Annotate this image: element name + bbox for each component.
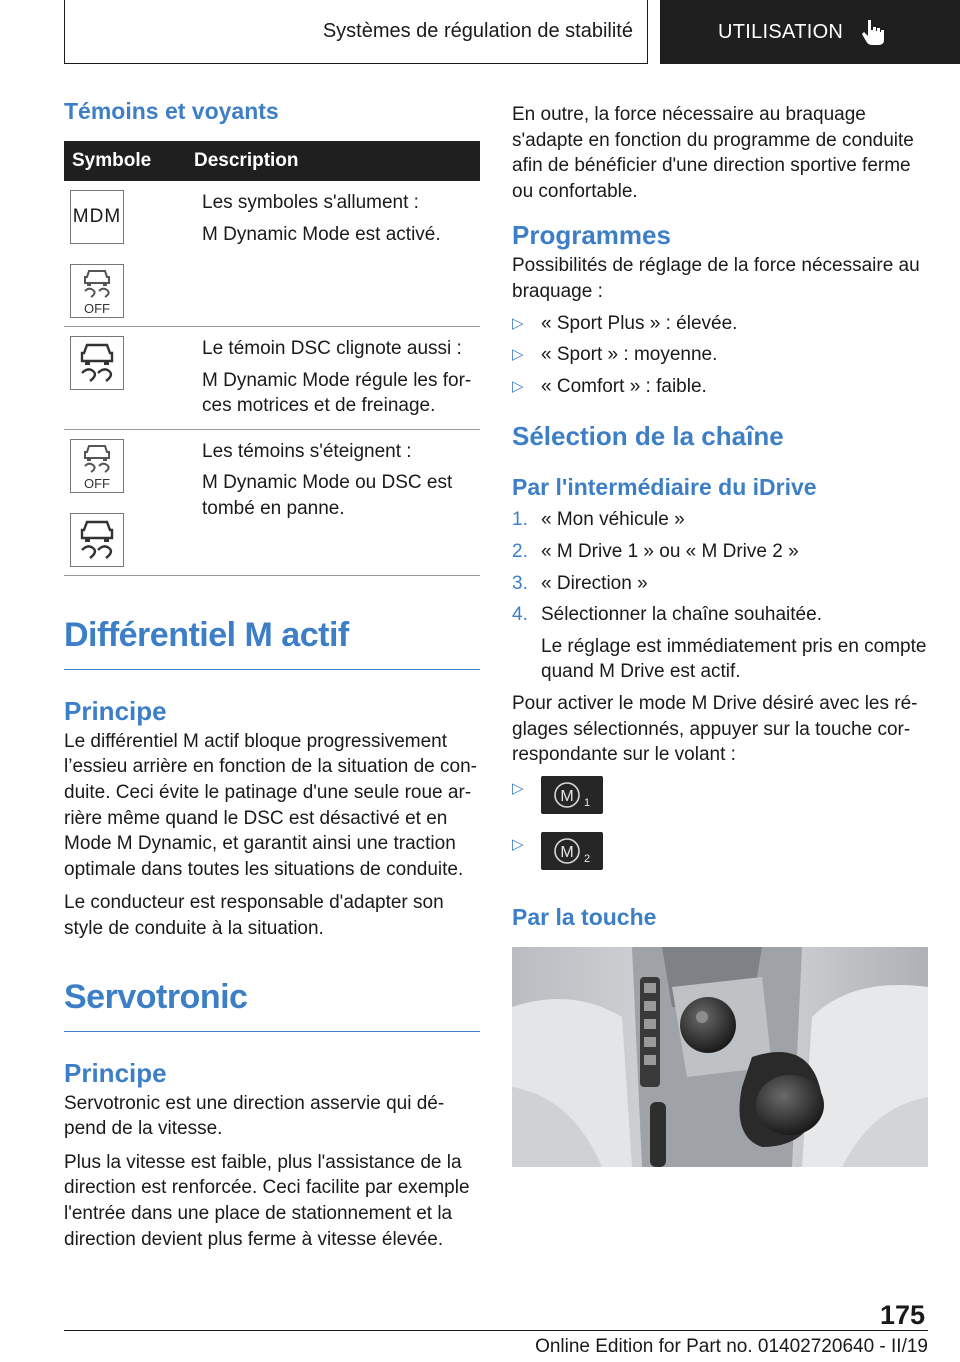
m2-letter: M: [560, 843, 574, 861]
list-item: 4. Sélectionner la chaîne souhaitée. Le réglage est immédiatement pris en compte quand M Drive est actif.: [512, 602, 928, 685]
servotronic-p2: Plus la vitesse est faible, plus l'assistance de la direction est renforcée. Ceci facilite par exemple l'entrée dans une place de stationnement et la direction devient plus ferme à vitesse élevée.: [64, 1151, 470, 1250]
list-item: 1. « Mon véhicule »: [512, 509, 685, 531]
edition-note: Online Edition for Part no. 01402720640 - II/19: [535, 1336, 928, 1357]
running-header: [64, 0, 648, 64]
m1-number: 1: [583, 796, 591, 809]
step4-note: Le réglage est immédiatement pris en compte quand M Drive est actif.: [541, 635, 927, 683]
heading-rule: [64, 1031, 480, 1032]
heading-rule: [64, 669, 480, 670]
differentiel-principe-heading: Principe: [64, 695, 167, 726]
section-title: Systèmes de régulation de stabilité: [322, 20, 633, 42]
row3-line2: M Dynamic Mode ou DSC est tombé en panne.: [202, 472, 453, 519]
hand-pointer-icon: [861, 18, 885, 46]
off-label: OFF: [84, 301, 110, 315]
selection-heading: Sélection de la chaîne: [512, 421, 784, 452]
table-row: [64, 181, 480, 327]
row2-line1: Le témoin DSC clignote aussi :: [202, 338, 462, 359]
dsc-icon: [70, 336, 124, 390]
activate-text: Pour activer le mode M Drive désiré avec les ré‐glages sélectionnés, appuyer sur la touche cor‐respondante sur le volant :: [512, 692, 918, 766]
chapter-label: UTILISATION: [718, 20, 844, 43]
indicator-table: [64, 141, 480, 576]
servotronic-p1: Servotronic est une direction asservie qui dé‐pend de la vitesse.: [64, 1092, 445, 1140]
list-item: 3. « Direction »: [512, 572, 648, 594]
m1-button-icon: [541, 776, 603, 814]
dsc-off-icon: [70, 264, 124, 318]
triangle-bullet-icon: ▷: [512, 835, 524, 853]
dsc-off-icon: [70, 439, 124, 493]
row1-line2: M Dynamic Mode est activé.: [202, 223, 441, 245]
servotronic-heading: Servotronic: [64, 977, 248, 1016]
triangle-bullet-icon: ▷: [512, 377, 524, 395]
off-label: OFF: [84, 475, 110, 490]
programmes-list: [512, 311, 928, 400]
idrive-steps: [512, 507, 928, 685]
differentiel-p1: Le différentiel M actif bloque progressivement l’essieu arrière en fonction de la situation de con‐duite. Ceci évite le patinage d'une seule roue ar‐rière même quand le DSC est désactivé et en Mode M Dynamic, et garantit ainsi une traction optimale dans toutes les situations de conduite.: [64, 730, 477, 880]
triangle-bullet-icon: ▷: [512, 346, 524, 364]
list-item: [512, 776, 928, 820]
row3-line1: Les témoins s'éteignent :: [202, 440, 412, 462]
col-symbol-header: Symbole: [64, 141, 186, 181]
table-row: [64, 327, 480, 430]
m2-number: 2: [583, 852, 591, 865]
servotronic-principe-heading: Principe: [64, 1057, 167, 1088]
left-column: [64, 98, 480, 1252]
programmes-text: Possibilités de réglage de la force nécessaire au braquage :: [512, 255, 920, 302]
list-item: ▷ « Sport » : moyenne.: [512, 342, 928, 368]
row1-line1: Les symboles s'allument :: [202, 192, 419, 213]
programmes-heading: Programmes: [512, 220, 671, 251]
col-description-header: Description: [186, 141, 480, 181]
triangle-bullet-icon: ▷: [512, 314, 524, 332]
differentiel-heading: Différentiel M actif: [64, 615, 349, 654]
mdm-icon: [70, 190, 124, 244]
chapter-tab[interactable]: [660, 0, 960, 64]
page-number: 175: [880, 1300, 926, 1330]
mdrive-buttons-list: [512, 776, 928, 876]
m1-letter: M: [560, 787, 574, 805]
center-console-photo: [512, 947, 928, 1167]
table-row: [64, 429, 480, 575]
touche-heading: Par la touche: [512, 903, 657, 930]
footer-rule: [64, 1330, 928, 1331]
row2-line2: M Dynamic Mode régule les for‐ces motrices et de freinage.: [202, 369, 472, 417]
differentiel-p2: Le conducteur est responsable d'adapter son style de conduite à la situation.: [64, 892, 444, 939]
triangle-bullet-icon: ▷: [512, 779, 524, 797]
servotronic-intro: En outre, la force nécessaire au braquage s'adapte en fonction du programme de conduite afin de bénéficier d'une direction sportive ferme ou confortable.: [512, 104, 914, 202]
m2-button-icon: [541, 832, 603, 870]
list-item: ▷ « Sport Plus » : élevée.: [512, 311, 928, 337]
mdm-icon-label: MDM: [72, 206, 122, 228]
temoins-heading: Témoins et voyants: [64, 98, 279, 124]
list-item: [512, 832, 928, 876]
list-item: 2. « M Drive 1 » ou « M Drive 2 »: [512, 540, 799, 562]
list-item: ▷ « Comfort » : faible.: [512, 374, 928, 400]
right-column: [512, 102, 928, 1167]
dsc-icon: [70, 513, 124, 567]
idrive-heading: Par l'intermédiaire du iDrive: [512, 474, 817, 501]
